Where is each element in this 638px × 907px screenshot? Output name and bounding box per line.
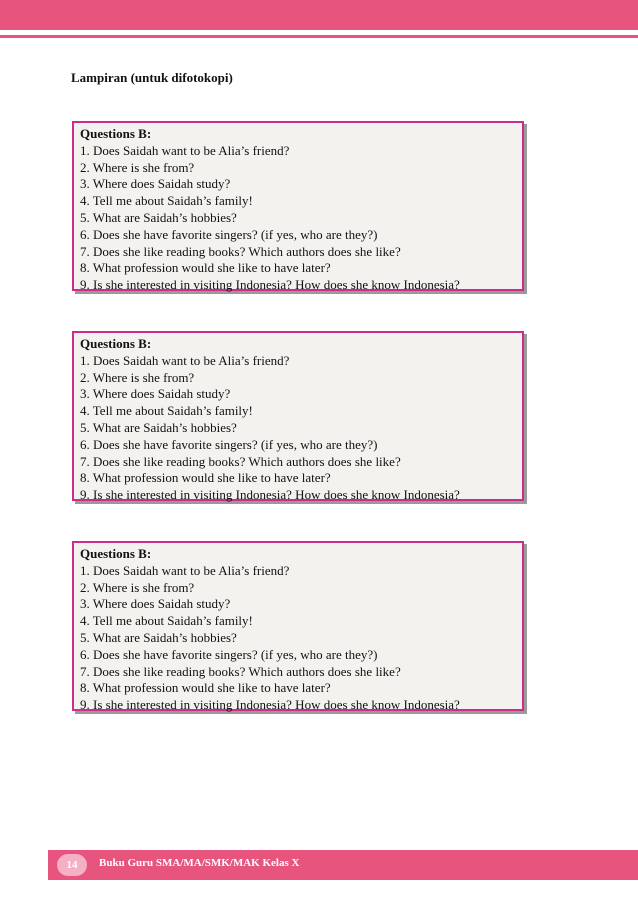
question-item: 5. What are Saidah’s hobbies? xyxy=(80,209,237,225)
question-item: 2. Where is she from? xyxy=(80,579,195,595)
question-item: 6. Does she have favorite singers? (if yes, who are they?) xyxy=(80,646,378,662)
question-box-title: Questions B: xyxy=(80,126,152,141)
question-item: 6. Does she have favorite singers? (if yes, who are they?) xyxy=(80,436,378,452)
question-item: 8. What profession would she like to have later? xyxy=(80,470,331,486)
question-item: 9. Is she interested in visiting Indonesia? How does she know Indonesia? xyxy=(80,277,460,293)
question-item: 4. Tell me about Saidah’s family! xyxy=(80,613,253,629)
page-number-badge: 14 xyxy=(57,854,87,876)
question-item: 2. Where is she from? xyxy=(80,369,195,385)
question-item: 2. Where is she from? xyxy=(80,159,195,175)
question-item: 4. Tell me about Saidah’s family! xyxy=(80,193,253,209)
question-item: 9. Is she interested in visiting Indonesia? How does she know Indonesia? xyxy=(80,487,460,503)
question-item: 3. Where does Saidah study? xyxy=(80,596,231,612)
header-rule xyxy=(0,35,638,38)
question-item: 8. What profession would she like to have later? xyxy=(80,680,331,696)
question-box-3 xyxy=(72,541,524,711)
question-item: 3. Where does Saidah study? xyxy=(80,176,231,192)
question-item: 9. Is she interested in visiting Indonesia? How does she know Indonesia? xyxy=(80,697,460,713)
footer-book-title: Buku Guru SMA/MA/SMK/MAK Kelas X xyxy=(99,857,300,869)
question-item: 8. What profession would she like to have later? xyxy=(80,260,331,276)
question-item: 5. What are Saidah’s hobbies? xyxy=(80,629,237,645)
question-list xyxy=(80,353,522,504)
question-item: 6. Does she have favorite singers? (if yes, who are they?) xyxy=(80,226,378,242)
question-item: 1. Does Saidah want to be Alia’s friend? xyxy=(80,562,290,578)
question-list xyxy=(80,563,522,714)
question-item: 5. What are Saidah’s hobbies? xyxy=(80,419,237,435)
question-box-2 xyxy=(72,331,524,501)
question-box-title: Questions B: xyxy=(80,336,152,351)
question-item: 7. Does she like reading books? Which authors does she like? xyxy=(80,453,401,469)
question-list xyxy=(80,143,522,294)
question-item: 7. Does she like reading books? Which authors does she like? xyxy=(80,663,401,679)
question-box-title: Questions B: xyxy=(80,546,152,561)
question-item: 1. Does Saidah want to be Alia’s friend? xyxy=(80,142,290,158)
question-box-1 xyxy=(72,121,524,291)
question-item: 3. Where does Saidah study? xyxy=(80,386,231,402)
question-item: 4. Tell me about Saidah’s family! xyxy=(80,403,253,419)
question-item: 7. Does she like reading books? Which authors does she like? xyxy=(80,243,401,259)
page-heading: Lampiran (untuk difotokopi) xyxy=(71,70,233,85)
header-band xyxy=(0,0,638,30)
question-item: 1. Does Saidah want to be Alia’s friend? xyxy=(80,352,290,368)
